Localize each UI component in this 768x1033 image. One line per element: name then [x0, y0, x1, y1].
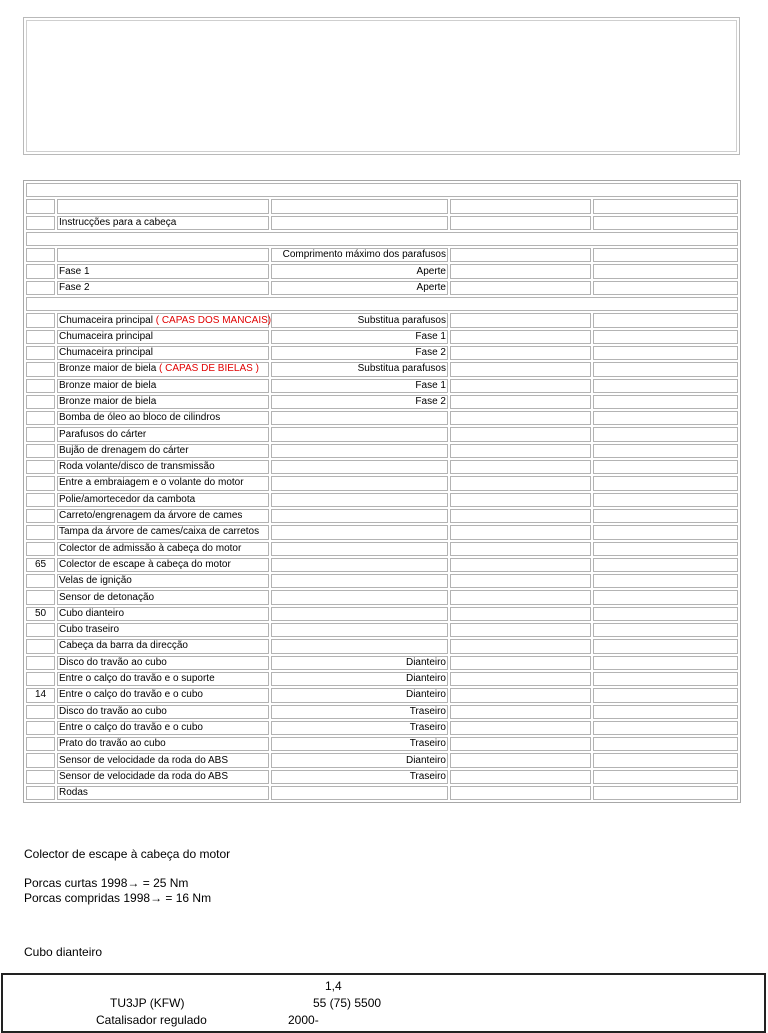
- cell-number: [26, 379, 55, 393]
- cell-value: [450, 248, 591, 262]
- cell-value: [450, 199, 591, 213]
- cell-item: [57, 656, 269, 670]
- cell-number: [26, 395, 55, 409]
- cell-value-extra: [593, 542, 738, 556]
- item-label: Carreto/engrenagem da árvore de cames: [59, 510, 243, 522]
- engine-spec-box: [1, 973, 766, 1033]
- cell-item: [57, 770, 269, 784]
- cell-number: [26, 656, 55, 670]
- note-long-nuts: Porcas compridas 1998→ = 16 Nm: [24, 891, 212, 905]
- cell-number: [26, 753, 55, 767]
- cell-spec: [271, 574, 448, 588]
- table-spacer-row: [26, 232, 738, 246]
- cell-value: [450, 346, 591, 360]
- cell-value: [450, 330, 591, 344]
- cell-number: [26, 427, 55, 441]
- table-row: [26, 721, 738, 735]
- cell-number: [26, 639, 55, 653]
- cell-item: [57, 721, 269, 735]
- cell-number: [26, 281, 55, 295]
- cell-value: [450, 379, 591, 393]
- cell-value-extra: [593, 656, 738, 670]
- cell-item: [57, 493, 269, 507]
- item-label: Cubo traseiro: [59, 624, 120, 636]
- cell-spec: [271, 525, 448, 539]
- cell-item: [57, 248, 269, 262]
- cell-value: [450, 525, 591, 539]
- cell-value: [450, 705, 591, 719]
- cell-number: [26, 770, 55, 784]
- cell-spec: Substitua parafusos: [271, 362, 448, 376]
- table-row: [26, 264, 738, 278]
- item-label: Bronze maior de biela: [59, 379, 157, 391]
- cell-spec: Dianteiro: [271, 656, 448, 670]
- item-label: Colector de admissão à cabeça do motor: [59, 542, 242, 554]
- cell-number: [26, 786, 55, 800]
- cell-value: [450, 460, 591, 474]
- cell-value: [450, 656, 591, 670]
- cell-item: [57, 313, 272, 327]
- cell-value-extra: [593, 346, 738, 360]
- table-row: [26, 525, 738, 539]
- table-row: [26, 460, 738, 474]
- note-short-nuts: Porcas curtas 1998→ = 25 Nm: [24, 876, 189, 890]
- cell-number: [26, 623, 55, 637]
- cell-value-extra: [593, 672, 738, 686]
- table-row: [26, 786, 738, 800]
- cell-spec: [271, 590, 448, 604]
- cell-number: [26, 574, 55, 588]
- cell-number: [26, 509, 55, 523]
- cell-item: [57, 460, 269, 474]
- header-frame: [23, 17, 740, 155]
- cell-number: [26, 330, 55, 344]
- cell-number: [26, 525, 55, 539]
- spec-power: 55 (75) 5500: [313, 996, 382, 1010]
- item-label: Bronze maior de biela: [59, 363, 157, 375]
- table-row: [26, 770, 738, 784]
- table-row: [26, 623, 738, 637]
- cell-item: [57, 509, 269, 523]
- table-row: [26, 590, 738, 604]
- table-row: [26, 330, 738, 344]
- cell-spec: [271, 476, 448, 490]
- cell-spec: Traseiro: [271, 705, 448, 719]
- cell-item: [57, 623, 269, 637]
- table-row: [26, 542, 738, 556]
- cell-value-extra: [593, 688, 738, 702]
- table-row: [26, 737, 738, 751]
- cell-item: [57, 672, 269, 686]
- cell-item: [57, 558, 269, 572]
- cell-value-extra: [593, 558, 738, 572]
- cell-spec: Fase 2: [271, 346, 448, 360]
- item-label: Chumaceira principal: [59, 330, 153, 342]
- item-label: Parafusos do cárter: [59, 428, 147, 440]
- cell-value: [450, 623, 591, 637]
- cell-item: [57, 379, 269, 393]
- cell-value: [450, 395, 591, 409]
- table-row: [26, 493, 738, 507]
- cell-value-extra: [593, 525, 738, 539]
- item-label: Sensor de velocidade da roda do ABS: [59, 754, 229, 766]
- item-label: Entre a embraiagem e o volante do motor: [59, 477, 244, 489]
- cell-spec: [271, 493, 448, 507]
- cell-spec: [271, 542, 448, 556]
- cell-item: [57, 444, 269, 458]
- cell-value-extra: [593, 493, 738, 507]
- cell-spec: Dianteiro: [271, 753, 448, 767]
- cell-item: [57, 476, 269, 490]
- cell-number: 65: [26, 558, 55, 572]
- cell-spec: [271, 639, 448, 653]
- cell-value-extra: [593, 313, 738, 327]
- cell-value: [450, 737, 591, 751]
- cell-value-extra: [593, 623, 738, 637]
- cell-value: [450, 281, 591, 295]
- cell-value-extra: [593, 607, 738, 621]
- cell-item: [57, 639, 269, 653]
- cell-spec: [271, 216, 448, 230]
- item-label: Sensor de detonação: [59, 591, 155, 603]
- cell-value-extra: [593, 737, 738, 751]
- cell-number: [26, 542, 55, 556]
- cell-spec: Fase 2: [271, 395, 448, 409]
- cell-value: [450, 672, 591, 686]
- torque-table-body: [26, 183, 738, 800]
- cell-item: [57, 346, 269, 360]
- item-label: Cabeça da barra da direcção: [59, 640, 188, 652]
- cell-number: [26, 411, 55, 425]
- item-label: Chumaceira principal: [59, 314, 153, 326]
- cell-item: [57, 427, 269, 441]
- cell-value-extra: [593, 509, 738, 523]
- cell-value: [450, 313, 591, 327]
- torque-table: [23, 180, 741, 803]
- item-label: Entre o calço do travão e o cubo: [59, 721, 203, 733]
- cell-item: [57, 737, 269, 751]
- cell-spec: Comprimento máximo dos parafusos: [271, 248, 448, 262]
- spacer-cell: [26, 232, 738, 246]
- table-row: [26, 199, 738, 213]
- cell-spec: [271, 444, 448, 458]
- table-row: [26, 411, 738, 425]
- cell-item: [57, 264, 269, 278]
- spec-year: 2000-: [288, 1013, 319, 1027]
- item-label: Entre o calço do travão e o suporte: [59, 673, 215, 685]
- item-label: Fase 2: [59, 281, 90, 293]
- cell-value: [450, 786, 591, 800]
- cell-value: [450, 721, 591, 735]
- item-label: Disco do travão ao cubo: [59, 705, 167, 717]
- cell-value: [450, 216, 591, 230]
- cell-spec: Fase 1: [271, 379, 448, 393]
- cell-value-extra: [593, 574, 738, 588]
- cell-spec: Substitua parafusos: [271, 313, 448, 327]
- cell-value-extra: [593, 705, 738, 719]
- note-exhaust-title: Colector de escape à cabeça do motor: [24, 847, 231, 861]
- cell-item: [57, 688, 269, 702]
- cell-spec: [271, 460, 448, 474]
- cell-value: [450, 476, 591, 490]
- cell-spec: Aperte: [271, 281, 448, 295]
- table-row: [26, 395, 738, 409]
- item-label: Instrucções para a cabeça: [59, 216, 177, 228]
- cell-item: [57, 542, 269, 556]
- cell-spec: [271, 623, 448, 637]
- item-label: Colector de escape à cabeça do motor: [59, 558, 231, 570]
- table-row: [26, 313, 738, 327]
- cell-value-extra: [593, 248, 738, 262]
- spacer-cell: [26, 297, 738, 311]
- cell-spec: [271, 786, 448, 800]
- cell-number: [26, 705, 55, 719]
- note-front-hub-title: Cubo dianteiro: [24, 945, 103, 959]
- table-row: [26, 248, 738, 262]
- table-row: [26, 558, 738, 572]
- cell-spec: [271, 427, 448, 441]
- cell-value: [450, 362, 591, 376]
- table-row: [26, 672, 738, 686]
- cell-item: [57, 395, 269, 409]
- cell-value: [450, 590, 591, 604]
- table-row: [26, 476, 738, 490]
- cell-number: [26, 199, 55, 213]
- cell-value-extra: [593, 281, 738, 295]
- cell-value-extra: [593, 460, 738, 474]
- table-row: [26, 444, 738, 458]
- cell-item: [57, 281, 269, 295]
- table-row: [26, 346, 738, 360]
- cell-number: [26, 460, 55, 474]
- table-row: [26, 705, 738, 719]
- cell-item: [57, 330, 269, 344]
- cell-value: [450, 753, 591, 767]
- spacer-cell: [26, 183, 738, 197]
- cell-value: [450, 558, 591, 572]
- cell-spec: [271, 607, 448, 621]
- item-label: Cubo dianteiro: [59, 607, 125, 619]
- table-row: [26, 607, 738, 621]
- cell-number: [26, 264, 55, 278]
- cell-number: [26, 313, 55, 327]
- cell-value: [450, 688, 591, 702]
- cell-value-extra: [593, 721, 738, 735]
- cell-number: [26, 493, 55, 507]
- cell-value-extra: [593, 379, 738, 393]
- item-label: Velas de ignição: [59, 575, 132, 587]
- cell-number: [26, 590, 55, 604]
- cell-spec: [271, 509, 448, 523]
- cell-value: [450, 411, 591, 425]
- cell-value-extra: [593, 427, 738, 441]
- cell-spec: Traseiro: [271, 721, 448, 735]
- cell-spec: [271, 558, 448, 572]
- cell-spec: Dianteiro: [271, 688, 448, 702]
- cell-number: [26, 476, 55, 490]
- item-label: Tampa da árvore de cames/caixa de carretos: [59, 526, 260, 538]
- cell-value: [450, 509, 591, 523]
- cell-spec: [271, 411, 448, 425]
- cell-number: 14: [26, 688, 55, 702]
- item-label: Sensor de velocidade da roda do ABS: [59, 770, 229, 782]
- table-row: [26, 688, 738, 702]
- item-label: Prato do travão ao cubo: [59, 738, 166, 750]
- item-label: Roda volante/disco de transmissão: [59, 461, 215, 473]
- cell-value-extra: [593, 639, 738, 653]
- item-label: Entre o calço do travão e o cubo: [59, 689, 203, 701]
- cell-item: [57, 705, 269, 719]
- cell-number: 50: [26, 607, 55, 621]
- cell-item: [57, 199, 269, 213]
- cell-spec: Aperte: [271, 264, 448, 278]
- cell-value-extra: [593, 444, 738, 458]
- cell-value-extra: [593, 753, 738, 767]
- table-row: [26, 509, 738, 523]
- cell-value: [450, 607, 591, 621]
- item-label: Polie/amortecedor da cambota: [59, 493, 196, 505]
- cell-value-extra: [593, 330, 738, 344]
- cell-value: [450, 264, 591, 278]
- cell-item: [57, 525, 269, 539]
- table-row: [26, 574, 738, 588]
- cell-item: [57, 411, 269, 425]
- cell-item: [57, 590, 269, 604]
- table-row: [26, 379, 738, 393]
- cell-item: [57, 786, 269, 800]
- cell-value-extra: [593, 362, 738, 376]
- cell-item: [57, 216, 269, 230]
- cell-value: [450, 639, 591, 653]
- table-row: [26, 362, 738, 376]
- cell-number: [26, 444, 55, 458]
- cell-value: [450, 574, 591, 588]
- cell-value-extra: [593, 476, 738, 490]
- item-note: ( CAPAS DE BIELAS ): [156, 363, 259, 375]
- cell-value: [450, 770, 591, 784]
- item-label: Fase 1: [59, 265, 90, 277]
- item-label: Bronze maior de biela: [59, 396, 157, 407]
- cell-item: [57, 362, 269, 376]
- item-label: Disco do travão ao cubo: [59, 656, 167, 668]
- item-label: Bomba de óleo ao bloco de cilindros: [59, 412, 221, 424]
- table-row: [26, 281, 738, 295]
- cell-value-extra: [593, 199, 738, 213]
- cell-spec: Traseiro: [271, 770, 448, 784]
- cell-value: [450, 493, 591, 507]
- table-row: [26, 753, 738, 767]
- item-label: Rodas: [59, 787, 88, 799]
- cell-item: [57, 607, 269, 621]
- item-note: ( CAPAS DOS MANCAIS): [152, 314, 272, 326]
- spec-engine-code: TU3JP (KFW): [110, 996, 185, 1010]
- cell-value-extra: [593, 411, 738, 425]
- cell-value: [450, 542, 591, 556]
- cell-number: [26, 737, 55, 751]
- table-row: [26, 427, 738, 441]
- cell-value-extra: [593, 770, 738, 784]
- cell-number: [26, 248, 55, 262]
- cell-number: [26, 672, 55, 686]
- header-frame-inner: [26, 20, 737, 152]
- table-row: [26, 639, 738, 653]
- cell-value-extra: [593, 590, 738, 604]
- cell-value: [450, 427, 591, 441]
- table-row: [26, 656, 738, 670]
- table-spacer-row: [26, 297, 738, 311]
- cell-number: [26, 721, 55, 735]
- table-spacer-row: [26, 183, 738, 197]
- table-row: [26, 216, 738, 230]
- cell-spec: [271, 199, 448, 213]
- cell-value-extra: [593, 786, 738, 800]
- cell-spec: Dianteiro: [271, 672, 448, 686]
- item-label: Chumaceira principal: [59, 347, 153, 359]
- cell-number: [26, 346, 55, 360]
- spec-catalyst: Catalisador regulado: [96, 1013, 207, 1027]
- cell-item: [57, 574, 269, 588]
- cell-number: [26, 216, 55, 230]
- cell-number: [26, 362, 55, 376]
- cell-value-extra: [593, 264, 738, 278]
- cell-spec: Fase 1: [271, 330, 448, 344]
- cell-value-extra: [593, 395, 738, 409]
- cell-item: [57, 753, 269, 767]
- item-label: Bujão de drenagem do cárter: [59, 444, 189, 456]
- cell-value-extra: [593, 216, 738, 230]
- cell-spec: Traseiro: [271, 737, 448, 751]
- spec-displacement: 1,4: [325, 979, 342, 993]
- cell-value: [450, 444, 591, 458]
